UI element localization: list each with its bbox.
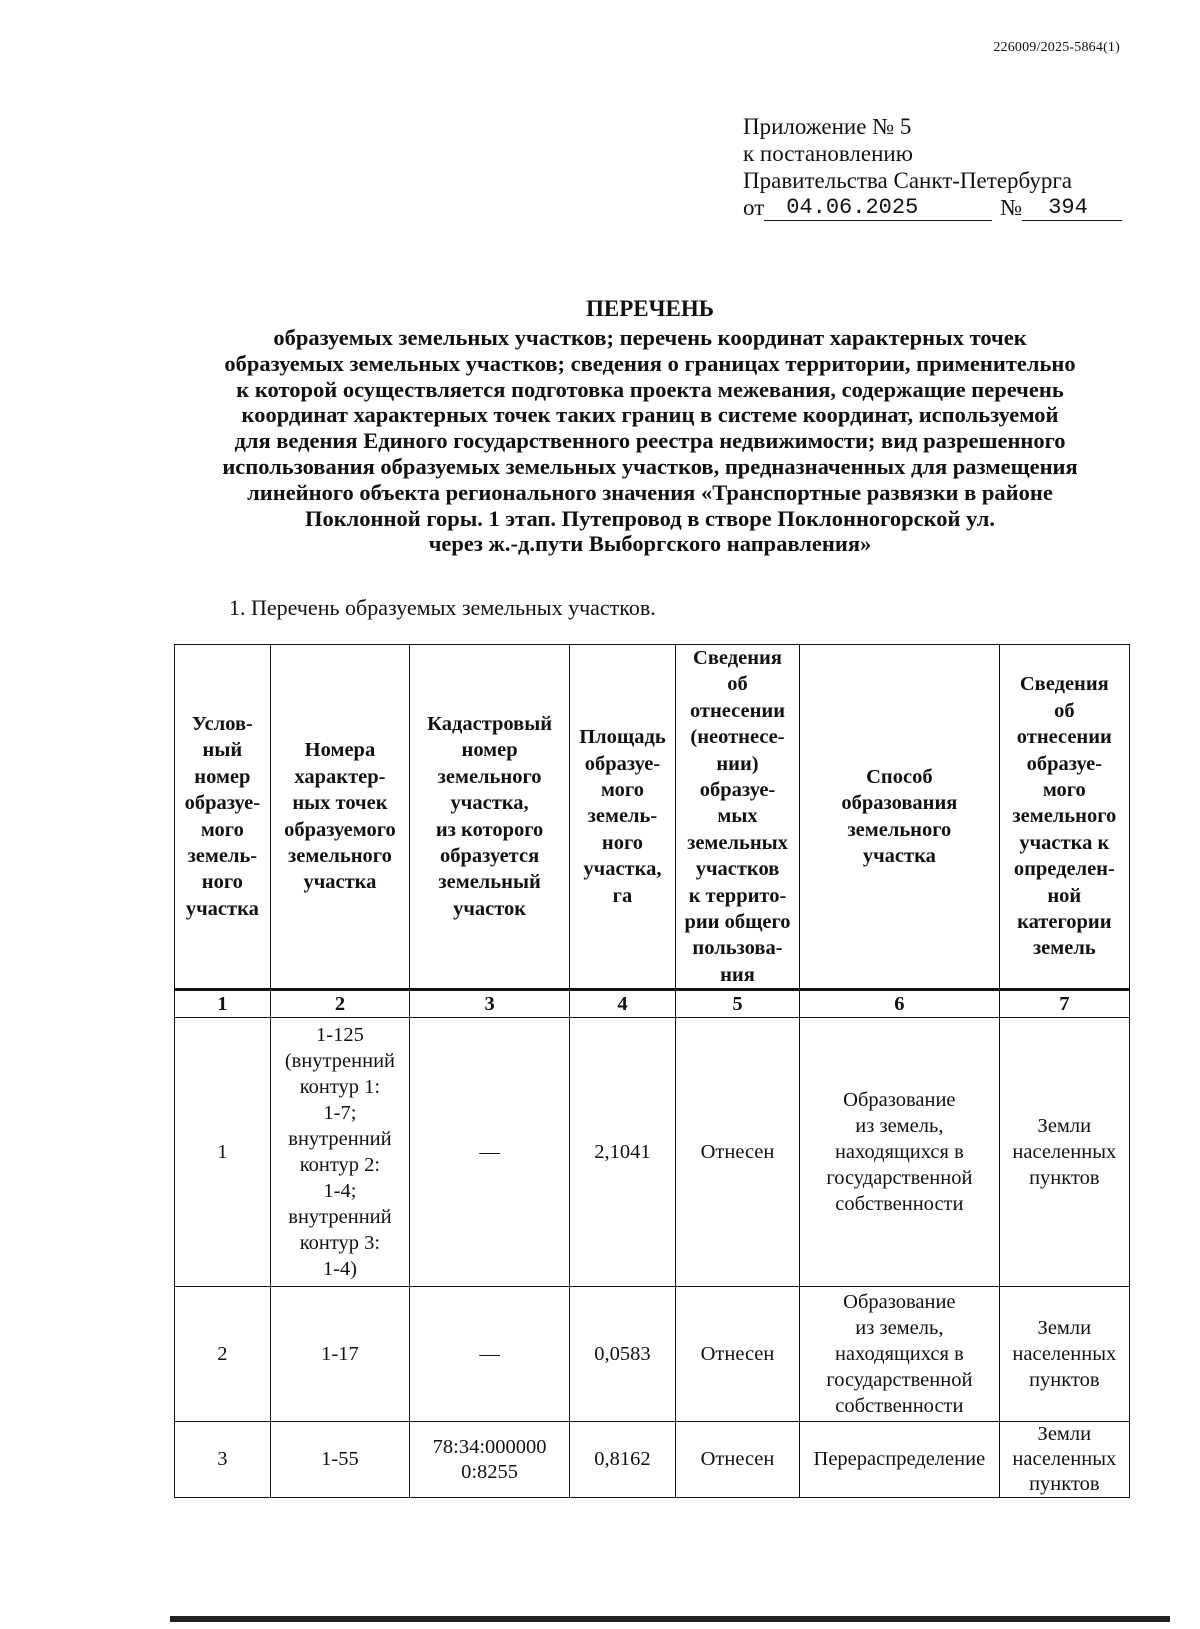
appendix-number: Приложение № 5 (743, 114, 912, 139)
table-cell: 0,0583 (570, 1287, 676, 1422)
table-row (175, 1018, 1130, 1287)
from-label: от (743, 195, 765, 220)
table-cell: 1 (175, 1018, 271, 1287)
table-cell: — (410, 1287, 570, 1422)
column-number: 3 (410, 990, 570, 1018)
column-number-row (175, 990, 1130, 1018)
title-line: образуемых земельных участков; сведения о границах территории, применительно (224, 350, 1076, 376)
document-title (160, 296, 1140, 557)
appendix-block (743, 113, 1122, 221)
table-cell: Образование из земель, находящихся в государственной собственности (800, 1018, 1000, 1287)
title-line: к которой осуществляется подготовка проекта межевания, содержащие перечень (236, 376, 1064, 402)
resolution-date: 04.06.2025 (764, 196, 992, 221)
table-cell: Отнесен (675, 1422, 799, 1498)
table-cell: 1-17 (270, 1287, 409, 1422)
table-cell: 0,8162 (570, 1422, 676, 1498)
table-cell: 2 (175, 1287, 271, 1422)
document-id: 226009/2025-5864(1) (993, 40, 1120, 55)
table-cell: — (410, 1018, 570, 1287)
table-cell: Земли населенных пунктов (999, 1287, 1129, 1422)
column-number: 1 (175, 990, 271, 1018)
table-cell: 1-55 (270, 1422, 409, 1498)
title-line: координат характерных точек таких границ в системе координат, используемой (241, 402, 1059, 428)
land-plots-table (174, 644, 1130, 1498)
table-cell: 1-125 (внутренний контур 1: 1-7; внутренний контур 2: 1-4; внутренний контур 3: 1-4) (270, 1018, 409, 1287)
header-cell: Способ образования земельного участка (800, 645, 1000, 990)
appendix-date-line (743, 194, 1122, 221)
title-line: линейного объекта регионального значения «Транспортные развязки в районе (247, 479, 1053, 505)
title-line: использования образуемых земельных участков, предназначенных для размещения (222, 453, 1078, 479)
section-heading: 1. Перечень образуемых земельных участков. (229, 595, 656, 620)
header-cell: Номера характер- ных точек образуемого земельного участка (270, 645, 409, 990)
column-number: 7 (999, 990, 1129, 1018)
table-header-row (175, 645, 1130, 990)
column-number: 4 (570, 990, 676, 1018)
title-line: для ведения Единого государственного реестра недвижимости; вид разрешенного (234, 428, 1066, 454)
title-line: через ж.-д.пути Выборгского направления» (428, 531, 872, 557)
resolution-number: 394 (1022, 196, 1122, 221)
table-cell: Земли населенных пунктов (999, 1018, 1129, 1287)
table-cell: 2,1041 (570, 1018, 676, 1287)
scan-bottom-edge (170, 1616, 1170, 1622)
table-cell: Образование из земель, находящихся в государственной собственности (800, 1287, 1000, 1422)
title-main: ПЕРЕЧЕНЬ (586, 296, 714, 321)
table-cell: 3 (175, 1422, 271, 1498)
header-cell: Сведения об отнесении образуе- мого земельного участка к определен- ной категории земель (999, 645, 1129, 990)
title-line: Поклонной горы. 1 этап. Путепровод в створе Поклонногорской ул. (304, 505, 996, 531)
table-row (175, 1287, 1130, 1422)
header-cell: Кадастровый номер земельного участка, из которого образуется земельный участок (410, 645, 570, 990)
column-number: 5 (675, 990, 799, 1018)
table-cell: Отнесен (675, 1018, 799, 1287)
appendix-government: Правительства Санкт-Петербурга (743, 168, 1072, 193)
column-number: 6 (800, 990, 1000, 1018)
table-cell: 78:34:000000 0:8255 (410, 1422, 570, 1498)
appendix-resolution: к постановлению (743, 141, 913, 166)
table-cell: Отнесен (675, 1287, 799, 1422)
header-cell: Сведения об отнесении (неотнесе- нии) образуе- мых земельных участков к террито- рии общего пользова- ния (675, 645, 799, 990)
column-number: 2 (270, 990, 409, 1018)
number-label: № (1000, 195, 1023, 220)
header-cell: Площадь образуе- мого земель- ного участка, га (570, 645, 676, 990)
table-cell: Земли населенных пунктов (999, 1422, 1129, 1498)
table-cell: Перераспределение (800, 1422, 1000, 1498)
header-cell: Услов- ный номер образуе- мого земель- ного участка (175, 645, 271, 990)
title-body (160, 325, 1140, 557)
table-row (175, 1422, 1130, 1498)
title-line: образуемых земельных участков; перечень координат характерных точек (273, 325, 1027, 350)
